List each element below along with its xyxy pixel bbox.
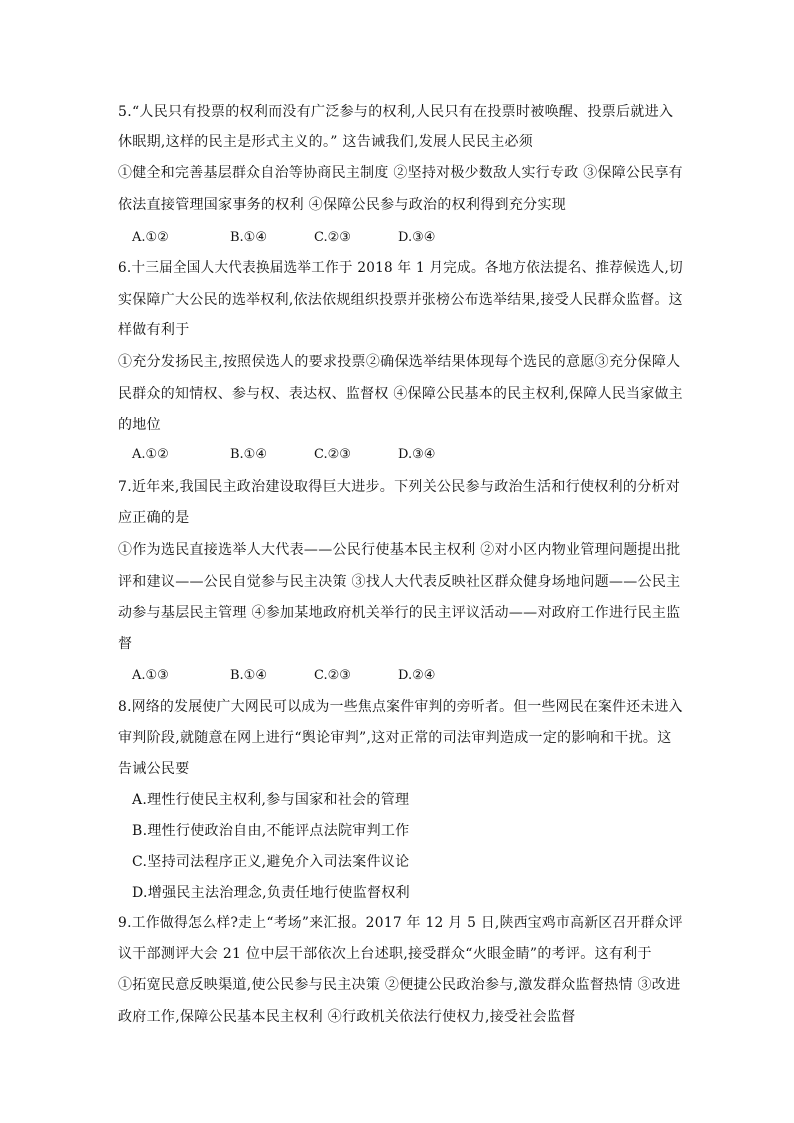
- q8-stem-line-3: 告诫公民要: [118, 761, 190, 777]
- q5-stem-line-1: 5.“人民只有投票的权利而没有广泛参与的权利,人民只有在投票时被唤醒、投票后就进入: [118, 104, 674, 120]
- q5-statement-line-2: 依法直接管理国家事务的权利 ④保障公民参与政治的权利得到充分实现: [118, 197, 567, 213]
- q5-option-d: D.③④: [398, 230, 436, 245]
- q7-stem-line-2: 应正确的是: [118, 510, 190, 526]
- q6-stem-line-2: 实保障广大公民的选举权利,依法依规组织投票并张榜公布选举结果,接受人民群众监督。这: [118, 292, 683, 308]
- q7-option-d: D.②④: [398, 668, 436, 683]
- q5-statement-line-1: ①健全和完善基层群众自治等协商民主制度 ②坚持对极少数敌人实行专政 ③保障公民享有: [118, 165, 683, 181]
- q7-statement-line-2: 评和建议——公民自觉参与民主决策 ③找人大代表反映社区群众健身场地问题——公民主: [118, 574, 681, 590]
- q5-stem-line-2: 休眠期,这样的民主是形式主义的。” 这告诫我们,发展人民民主必须: [118, 134, 534, 150]
- q6-statement-line-2: 民群众的知情权、参与权、表达权、监督权 ④保障公民基本的民主权利,保障人民当家做主: [118, 386, 683, 402]
- q9-statement-line-2: 政府工作,保障公民基本民主权利 ④行政机关依法行使权力,接受社会监督: [118, 1009, 576, 1025]
- q6-stem-line-1: 6.十三届全国人大代表换届选举工作于 2018 年 1 月完成。各地方依法提名、推荐候选人,切: [118, 260, 683, 276]
- q8-stem-line-1: 8.网络的发展使广大网民可以成为一些焦点案件审判的旁听者。但一些网民在案件还未进入: [118, 699, 683, 715]
- q7-option-a: A.①③: [132, 668, 169, 683]
- q7-option-c: C.②③: [314, 668, 351, 683]
- q7-stem-line-1: 7.近年来,我国民主政治建设取得巨大进步。下列关公民参与政治生活和行使权利的分析对: [118, 479, 681, 495]
- q9-stem-line-2: 议干部测评大会 21 位中层干部依次上台述职,接受群众“火眼金睛”的考评。这有利于: [118, 946, 652, 962]
- q7-statement-line-1: ①作为选民直接选举人大代表——公民行使基本民主权利 ②对小区内物业管理问题提出批: [118, 542, 681, 558]
- q6-option-a: A.①②: [132, 447, 169, 462]
- q5-option-b: B.①④: [230, 230, 267, 245]
- q8-option-a: A.理性行使民主权利,参与国家和社会的管理: [132, 792, 410, 808]
- q9-statement-line-1: ①拓宽民意反映渠道,使公民参与民主决策 ②便捷公民政治参与,激发群众监督热情 ③改进: [118, 977, 681, 993]
- q7-statement-line-4: 督: [118, 636, 133, 652]
- q8-option-b: B.理性行使政治自由,不能评点法院审判工作: [132, 823, 410, 839]
- q7-option-b: B.①④: [230, 668, 267, 683]
- q6-option-c: C.②③: [314, 447, 351, 462]
- q6-statement-line-3: 的地位: [118, 417, 161, 433]
- q8-option-c: C.坚持司法程序正义,避免介入司法案件议论: [132, 854, 410, 870]
- q5-option-a: A.①②: [132, 230, 169, 245]
- q5-option-c: C.②③: [314, 230, 351, 245]
- q7-statement-line-3: 动参与基层民主管理 ④参加某地政府机关举行的民主评议活动——对政府工作进行民主监: [118, 605, 681, 621]
- q5-options: [132, 228, 652, 248]
- q6-option-d: D.③④: [398, 447, 436, 462]
- q9-stem-line-1: 9.工作做得怎么样?走上“考场”来汇报。2017 年 12 月 5 日,陕西宝鸡市高新区召开群众评: [118, 915, 683, 931]
- q6-option-b: B.①④: [230, 447, 267, 462]
- q6-stem-line-3: 样做有利于: [118, 322, 190, 338]
- q6-options: [132, 445, 652, 465]
- q6-statement-line-1: ①充分发扬民主,按照侯选人的要求投票②确保选举结果体现每个选民的意愿③充分保障人: [118, 354, 681, 370]
- q8-stem-line-2: 审判阶段,就随意在网上进行“舆论审判”,这对正常的司法审判造成一定的影响和干扰。这: [118, 730, 672, 746]
- q8-option-d: D.增强民主法治理念,负责任地行使监督权利: [132, 885, 410, 901]
- q7-options: [132, 666, 652, 686]
